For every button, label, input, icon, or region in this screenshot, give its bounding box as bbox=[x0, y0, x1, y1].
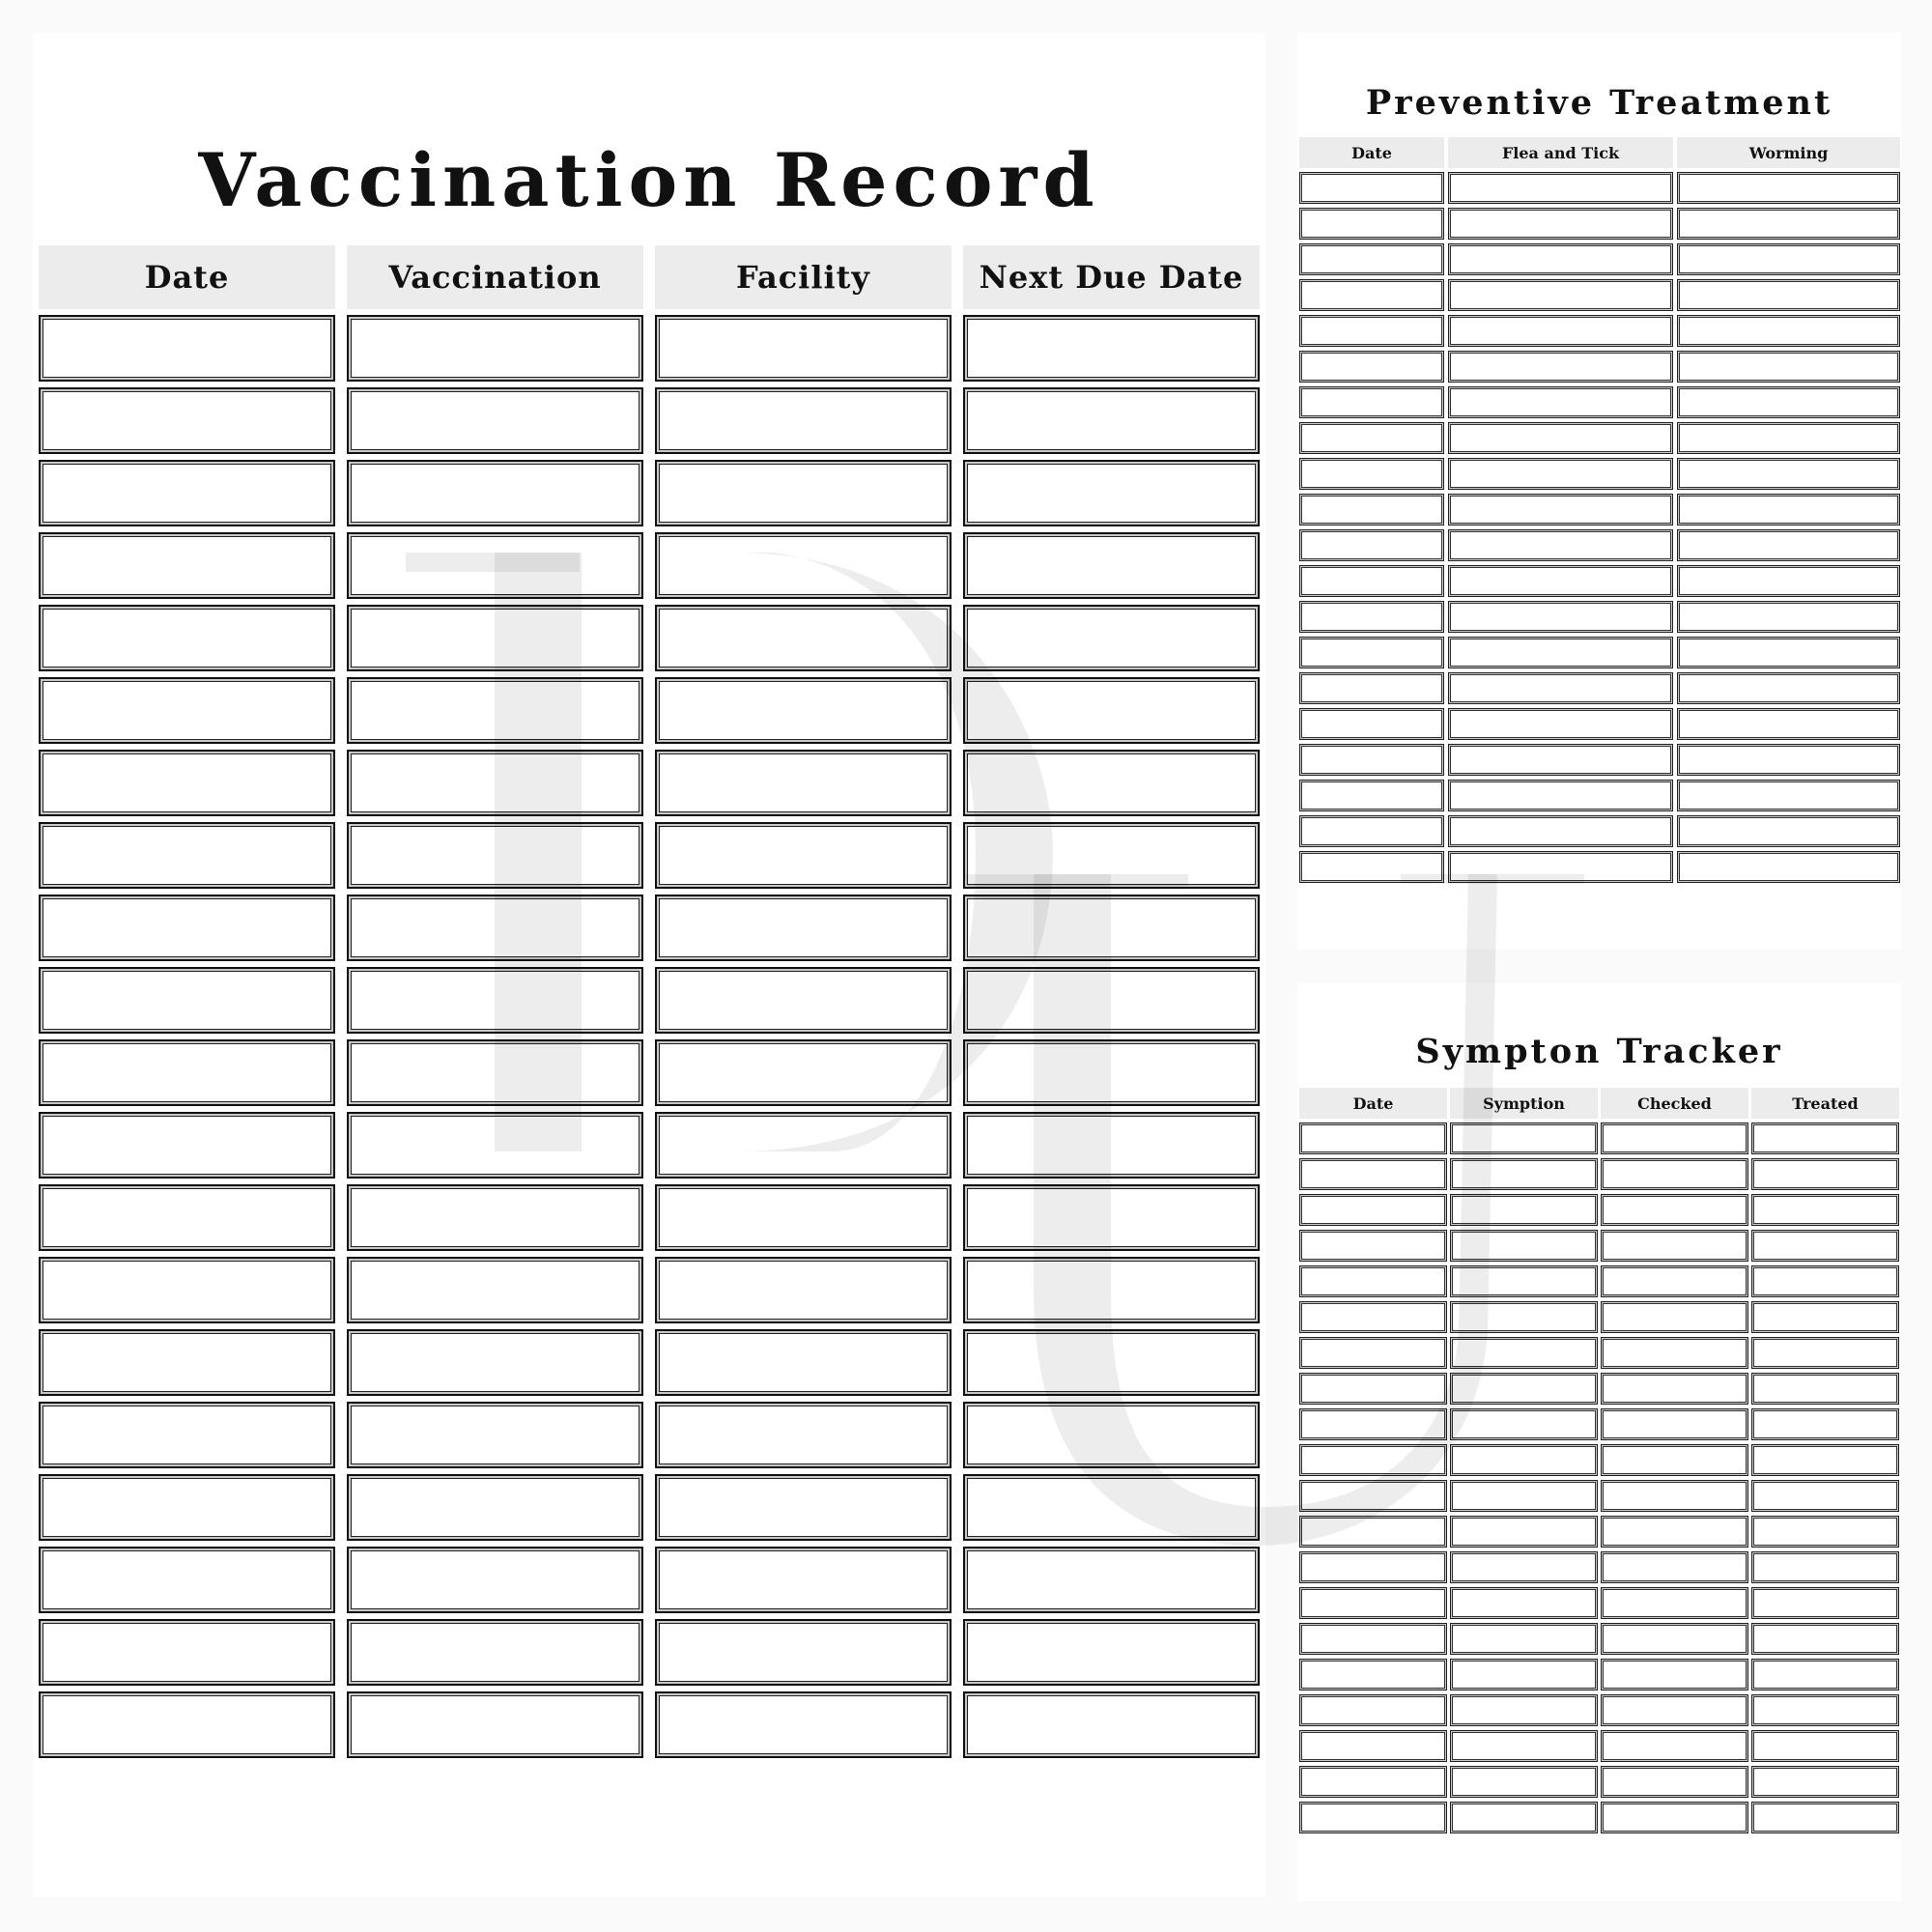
worming-entry-field[interactable] bbox=[1677, 422, 1900, 454]
symption-entry-field[interactable] bbox=[1450, 1122, 1598, 1154]
worming-entry-field[interactable] bbox=[1677, 279, 1900, 311]
worming-entry-field[interactable] bbox=[1677, 529, 1900, 561]
column-header-facility: Facility bbox=[655, 245, 952, 309]
treated-entry-field[interactable] bbox=[1751, 1587, 1899, 1619]
symption-entry-field[interactable] bbox=[1450, 1766, 1598, 1798]
checked-entry-field[interactable] bbox=[1601, 1408, 1748, 1440]
date-entry-field[interactable] bbox=[39, 1474, 335, 1541]
symptom-tracker-title: Sympton Tracker bbox=[1415, 1032, 1783, 1071]
column-header-flea-and-tick: Flea and Tick bbox=[1448, 137, 1673, 168]
column-header-vaccination: Vaccination bbox=[347, 245, 643, 309]
vaccination-entry-field[interactable] bbox=[347, 1547, 643, 1613]
next-due-date-entry-field[interactable] bbox=[963, 1257, 1260, 1323]
date-entry-field[interactable] bbox=[39, 387, 335, 454]
symption-entry-field[interactable] bbox=[1450, 1551, 1598, 1583]
flea-and-tick-entry-field[interactable] bbox=[1448, 458, 1673, 490]
date-entry-field[interactable] bbox=[39, 532, 335, 599]
symptom-tracker-page bbox=[1297, 983, 1901, 1901]
next-due-date-entry-field[interactable] bbox=[963, 532, 1260, 599]
facility-entry-field[interactable] bbox=[655, 1547, 952, 1613]
symption-entry-field[interactable] bbox=[1450, 1301, 1598, 1333]
date-entry-field[interactable] bbox=[39, 750, 335, 816]
vaccination-entry-field[interactable] bbox=[347, 605, 643, 671]
date-entry-field[interactable] bbox=[39, 1039, 335, 1106]
facility-entry-field[interactable] bbox=[655, 1184, 952, 1251]
worming-entry-field[interactable] bbox=[1677, 243, 1900, 275]
treated-entry-field[interactable] bbox=[1751, 1516, 1899, 1548]
date-entry-field[interactable] bbox=[1299, 1623, 1447, 1655]
date-entry-field[interactable] bbox=[1299, 1766, 1447, 1798]
worming-entry-field[interactable] bbox=[1677, 208, 1900, 240]
facility-entry-field[interactable] bbox=[655, 895, 952, 961]
next-due-date-entry-field[interactable] bbox=[963, 460, 1260, 526]
vaccination-entry-field[interactable] bbox=[347, 895, 643, 961]
symption-entry-field[interactable] bbox=[1450, 1373, 1598, 1405]
facility-entry-field[interactable] bbox=[655, 967, 952, 1034]
column-header-date: Date bbox=[1299, 137, 1444, 168]
column-header-date: Date bbox=[39, 245, 335, 309]
date-entry-field[interactable] bbox=[1299, 1444, 1447, 1476]
preventive-treatment-title: Preventive Treatment bbox=[1365, 83, 1833, 123]
date-entry-field[interactable] bbox=[1299, 1337, 1447, 1369]
date-entry-field[interactable] bbox=[1299, 780, 1444, 811]
date-entry-field[interactable] bbox=[1299, 1373, 1447, 1405]
treated-entry-field[interactable] bbox=[1751, 1373, 1899, 1405]
date-entry-field[interactable] bbox=[1299, 172, 1444, 204]
symptom-tracker-table bbox=[1299, 1088, 1900, 1833]
flea-and-tick-entry-field[interactable] bbox=[1448, 672, 1673, 704]
next-due-date-entry-field[interactable] bbox=[963, 1474, 1260, 1541]
date-entry-field[interactable] bbox=[1299, 243, 1444, 275]
flea-and-tick-entry-field[interactable] bbox=[1448, 601, 1673, 633]
date-entry-field[interactable] bbox=[1299, 422, 1444, 454]
worming-entry-field[interactable] bbox=[1677, 565, 1900, 597]
date-entry-field[interactable] bbox=[1299, 744, 1444, 776]
flea-and-tick-entry-field[interactable] bbox=[1448, 780, 1673, 811]
worming-entry-field[interactable] bbox=[1677, 494, 1900, 526]
worming-entry-field[interactable] bbox=[1677, 708, 1900, 740]
flea-and-tick-entry-field[interactable] bbox=[1448, 172, 1673, 204]
flea-and-tick-entry-field[interactable] bbox=[1448, 708, 1673, 740]
treated-entry-field[interactable] bbox=[1751, 1730, 1899, 1762]
facility-entry-field[interactable] bbox=[655, 1402, 952, 1468]
date-entry-field[interactable] bbox=[39, 822, 335, 889]
date-entry-field[interactable] bbox=[1299, 458, 1444, 490]
flea-and-tick-entry-field[interactable] bbox=[1448, 243, 1673, 275]
facility-entry-field[interactable] bbox=[655, 387, 952, 454]
checked-entry-field[interactable] bbox=[1601, 1373, 1748, 1405]
date-entry-field[interactable] bbox=[1299, 1802, 1447, 1833]
next-due-date-entry-field[interactable] bbox=[963, 1691, 1260, 1758]
symption-entry-field[interactable] bbox=[1450, 1659, 1598, 1690]
facility-entry-field[interactable] bbox=[655, 1039, 952, 1106]
worming-entry-field[interactable] bbox=[1677, 315, 1900, 347]
worming-entry-field[interactable] bbox=[1677, 637, 1900, 668]
facility-entry-field[interactable] bbox=[655, 1691, 952, 1758]
next-due-date-entry-field[interactable] bbox=[963, 1112, 1260, 1179]
flea-and-tick-entry-field[interactable] bbox=[1448, 565, 1673, 597]
date-entry-field[interactable] bbox=[39, 895, 335, 961]
treated-entry-field[interactable] bbox=[1751, 1301, 1899, 1333]
preventive-treatment-table bbox=[1299, 137, 1900, 883]
facility-entry-field[interactable] bbox=[655, 532, 952, 599]
worming-entry-field[interactable] bbox=[1677, 815, 1900, 847]
facility-entry-field[interactable] bbox=[655, 1112, 952, 1179]
flea-and-tick-entry-field[interactable] bbox=[1448, 315, 1673, 347]
facility-entry-field[interactable] bbox=[655, 605, 952, 671]
symption-entry-field[interactable] bbox=[1450, 1194, 1598, 1226]
symption-entry-field[interactable] bbox=[1450, 1158, 1598, 1190]
date-entry-field[interactable] bbox=[1299, 351, 1444, 383]
date-entry-field[interactable] bbox=[1299, 494, 1444, 526]
treated-entry-field[interactable] bbox=[1751, 1444, 1899, 1476]
vaccination-record-title: Vaccination Record bbox=[198, 137, 1100, 223]
date-entry-field[interactable] bbox=[1299, 565, 1444, 597]
date-entry-field[interactable] bbox=[1299, 708, 1444, 740]
checked-entry-field[interactable] bbox=[1601, 1265, 1748, 1297]
date-entry-field[interactable] bbox=[1299, 1587, 1447, 1619]
date-entry-field[interactable] bbox=[1299, 1516, 1447, 1548]
worming-entry-field[interactable] bbox=[1677, 851, 1900, 883]
flea-and-tick-entry-field[interactable] bbox=[1448, 386, 1673, 418]
date-entry-field[interactable] bbox=[39, 1691, 335, 1758]
flea-and-tick-entry-field[interactable] bbox=[1448, 494, 1673, 526]
worming-entry-field[interactable] bbox=[1677, 386, 1900, 418]
next-due-date-entry-field[interactable] bbox=[963, 895, 1260, 961]
checked-entry-field[interactable] bbox=[1601, 1301, 1748, 1333]
next-due-date-entry-field[interactable] bbox=[963, 1402, 1260, 1468]
checked-entry-field[interactable] bbox=[1601, 1623, 1748, 1655]
next-due-date-entry-field[interactable] bbox=[963, 1619, 1260, 1686]
checked-entry-field[interactable] bbox=[1601, 1158, 1748, 1190]
symption-entry-field[interactable] bbox=[1450, 1623, 1598, 1655]
facility-entry-field[interactable] bbox=[655, 1257, 952, 1323]
checked-entry-field[interactable] bbox=[1601, 1802, 1748, 1833]
flea-and-tick-entry-field[interactable] bbox=[1448, 279, 1673, 311]
date-entry-field[interactable] bbox=[1299, 1158, 1447, 1190]
date-entry-field[interactable] bbox=[1299, 1730, 1447, 1762]
checked-entry-field[interactable] bbox=[1601, 1766, 1748, 1798]
date-entry-field[interactable] bbox=[1299, 1408, 1447, 1440]
checked-entry-field[interactable] bbox=[1601, 1659, 1748, 1690]
next-due-date-entry-field[interactable] bbox=[963, 315, 1260, 382]
worming-entry-field[interactable] bbox=[1677, 458, 1900, 490]
symption-entry-field[interactable] bbox=[1450, 1516, 1598, 1548]
facility-entry-field[interactable] bbox=[655, 315, 952, 382]
date-entry-field[interactable] bbox=[1299, 601, 1444, 633]
flea-and-tick-entry-field[interactable] bbox=[1448, 422, 1673, 454]
facility-entry-field[interactable] bbox=[655, 1474, 952, 1541]
date-entry-field[interactable] bbox=[1299, 1480, 1447, 1512]
symption-entry-field[interactable] bbox=[1450, 1408, 1598, 1440]
checked-entry-field[interactable] bbox=[1601, 1730, 1748, 1762]
vaccination-entry-field[interactable] bbox=[347, 1474, 643, 1541]
date-entry-field[interactable] bbox=[1299, 315, 1444, 347]
vaccination-entry-field[interactable] bbox=[347, 387, 643, 454]
flea-and-tick-entry-field[interactable] bbox=[1448, 351, 1673, 383]
column-header-date: Date bbox=[1299, 1088, 1447, 1119]
date-entry-field[interactable] bbox=[1299, 815, 1444, 847]
vaccination-entry-field[interactable] bbox=[347, 1619, 643, 1686]
date-entry-field[interactable] bbox=[1299, 1230, 1447, 1262]
date-entry-field[interactable] bbox=[39, 967, 335, 1034]
next-due-date-entry-field[interactable] bbox=[963, 677, 1260, 744]
vaccination-record-table bbox=[39, 245, 1260, 1758]
symption-entry-field[interactable] bbox=[1450, 1480, 1598, 1512]
facility-entry-field[interactable] bbox=[655, 677, 952, 744]
checked-entry-field[interactable] bbox=[1601, 1551, 1748, 1583]
date-entry-field[interactable] bbox=[39, 677, 335, 744]
vaccination-entry-field[interactable] bbox=[347, 677, 643, 744]
worming-entry-field[interactable] bbox=[1677, 744, 1900, 776]
flea-and-tick-entry-field[interactable] bbox=[1448, 208, 1673, 240]
symption-entry-field[interactable] bbox=[1450, 1337, 1598, 1369]
date-entry-field[interactable] bbox=[39, 460, 335, 526]
facility-entry-field[interactable] bbox=[655, 822, 952, 889]
next-due-date-entry-field[interactable] bbox=[963, 387, 1260, 454]
date-entry-field[interactable] bbox=[39, 1112, 335, 1179]
next-due-date-entry-field[interactable] bbox=[963, 1547, 1260, 1613]
vaccination-entry-field[interactable] bbox=[347, 1112, 643, 1179]
column-header-worming: Worming bbox=[1677, 137, 1900, 168]
treated-entry-field[interactable] bbox=[1751, 1408, 1899, 1440]
vaccination-entry-field[interactable] bbox=[347, 460, 643, 526]
worming-entry-field[interactable] bbox=[1677, 172, 1900, 204]
vaccination-entry-field[interactable] bbox=[347, 967, 643, 1034]
column-header-symption: Symption bbox=[1450, 1088, 1598, 1119]
checked-entry-field[interactable] bbox=[1601, 1480, 1748, 1512]
treated-entry-field[interactable] bbox=[1751, 1659, 1899, 1690]
date-entry-field[interactable] bbox=[1299, 279, 1444, 311]
checked-entry-field[interactable] bbox=[1601, 1694, 1748, 1726]
date-entry-field[interactable] bbox=[1299, 1551, 1447, 1583]
flea-and-tick-entry-field[interactable] bbox=[1448, 815, 1673, 847]
date-entry-field[interactable] bbox=[39, 315, 335, 382]
vaccination-entry-field[interactable] bbox=[347, 822, 643, 889]
treated-entry-field[interactable] bbox=[1751, 1694, 1899, 1726]
column-header-checked: Checked bbox=[1601, 1088, 1748, 1119]
date-entry-field[interactable] bbox=[1299, 1659, 1447, 1690]
symption-entry-field[interactable] bbox=[1450, 1230, 1598, 1262]
worming-entry-field[interactable] bbox=[1677, 672, 1900, 704]
symption-entry-field[interactable] bbox=[1450, 1587, 1598, 1619]
date-entry-field[interactable] bbox=[1299, 1122, 1447, 1154]
flea-and-tick-entry-field[interactable] bbox=[1448, 851, 1673, 883]
date-entry-field[interactable] bbox=[39, 605, 335, 671]
date-entry-field[interactable] bbox=[39, 1329, 335, 1396]
worming-entry-field[interactable] bbox=[1677, 351, 1900, 383]
date-entry-field[interactable] bbox=[1299, 637, 1444, 668]
symption-entry-field[interactable] bbox=[1450, 1694, 1598, 1726]
next-due-date-entry-field[interactable] bbox=[963, 967, 1260, 1034]
worming-entry-field[interactable] bbox=[1677, 780, 1900, 811]
treated-entry-field[interactable] bbox=[1751, 1766, 1899, 1798]
date-entry-field[interactable] bbox=[1299, 672, 1444, 704]
vaccination-entry-field[interactable] bbox=[347, 750, 643, 816]
date-entry-field[interactable] bbox=[1299, 1694, 1447, 1726]
date-entry-field[interactable] bbox=[1299, 529, 1444, 561]
vaccination-entry-field[interactable] bbox=[347, 532, 643, 599]
next-due-date-entry-field[interactable] bbox=[963, 1184, 1260, 1251]
worming-entry-field[interactable] bbox=[1677, 601, 1900, 633]
column-header-treated: Treated bbox=[1751, 1088, 1899, 1119]
symption-entry-field[interactable] bbox=[1450, 1444, 1598, 1476]
vaccination-entry-field[interactable] bbox=[347, 1691, 643, 1758]
next-due-date-entry-field[interactable] bbox=[963, 1329, 1260, 1396]
column-header-next-due-date: Next Due Date bbox=[963, 245, 1260, 309]
vaccination-entry-field[interactable] bbox=[347, 315, 643, 382]
checked-entry-field[interactable] bbox=[1601, 1194, 1748, 1226]
facility-entry-field[interactable] bbox=[655, 1329, 952, 1396]
next-due-date-entry-field[interactable] bbox=[963, 605, 1260, 671]
checked-entry-field[interactable] bbox=[1601, 1587, 1748, 1619]
treated-entry-field[interactable] bbox=[1751, 1551, 1899, 1583]
vaccination-entry-field[interactable] bbox=[347, 1402, 643, 1468]
treated-entry-field[interactable] bbox=[1751, 1337, 1899, 1369]
treated-entry-field[interactable] bbox=[1751, 1265, 1899, 1297]
date-entry-field[interactable] bbox=[39, 1402, 335, 1468]
preventive-treatment-page bbox=[1297, 33, 1901, 949]
symption-entry-field[interactable] bbox=[1450, 1802, 1598, 1833]
next-due-date-entry-field[interactable] bbox=[963, 750, 1260, 816]
checked-entry-field[interactable] bbox=[1601, 1516, 1748, 1548]
next-due-date-entry-field[interactable] bbox=[963, 1039, 1260, 1106]
date-entry-field[interactable] bbox=[39, 1184, 335, 1251]
next-due-date-entry-field[interactable] bbox=[963, 822, 1260, 889]
treated-entry-field[interactable] bbox=[1751, 1230, 1899, 1262]
date-entry-field[interactable] bbox=[39, 1547, 335, 1613]
treated-entry-field[interactable] bbox=[1751, 1623, 1899, 1655]
flea-and-tick-entry-field[interactable] bbox=[1448, 744, 1673, 776]
checked-entry-field[interactable] bbox=[1601, 1122, 1748, 1154]
checked-entry-field[interactable] bbox=[1601, 1337, 1748, 1369]
treated-entry-field[interactable] bbox=[1751, 1122, 1899, 1154]
treated-entry-field[interactable] bbox=[1751, 1194, 1899, 1226]
vaccination-entry-field[interactable] bbox=[347, 1257, 643, 1323]
vaccination-entry-field[interactable] bbox=[347, 1329, 643, 1396]
date-entry-field[interactable] bbox=[39, 1619, 335, 1686]
date-entry-field[interactable] bbox=[1299, 208, 1444, 240]
flea-and-tick-entry-field[interactable] bbox=[1448, 637, 1673, 668]
vaccination-record-page bbox=[33, 33, 1265, 1897]
symption-entry-field[interactable] bbox=[1450, 1265, 1598, 1297]
treated-entry-field[interactable] bbox=[1751, 1158, 1899, 1190]
date-entry-field[interactable] bbox=[1299, 851, 1444, 883]
checked-entry-field[interactable] bbox=[1601, 1230, 1748, 1262]
facility-entry-field[interactable] bbox=[655, 750, 952, 816]
date-entry-field[interactable] bbox=[1299, 1301, 1447, 1333]
date-entry-field[interactable] bbox=[39, 1257, 335, 1323]
date-entry-field[interactable] bbox=[1299, 1265, 1447, 1297]
treated-entry-field[interactable] bbox=[1751, 1480, 1899, 1512]
checked-entry-field[interactable] bbox=[1601, 1444, 1748, 1476]
flea-and-tick-entry-field[interactable] bbox=[1448, 529, 1673, 561]
date-entry-field[interactable] bbox=[1299, 1194, 1447, 1226]
facility-entry-field[interactable] bbox=[655, 460, 952, 526]
facility-entry-field[interactable] bbox=[655, 1619, 952, 1686]
vaccination-entry-field[interactable] bbox=[347, 1184, 643, 1251]
treated-entry-field[interactable] bbox=[1751, 1802, 1899, 1833]
symption-entry-field[interactable] bbox=[1450, 1730, 1598, 1762]
vaccination-entry-field[interactable] bbox=[347, 1039, 643, 1106]
date-entry-field[interactable] bbox=[1299, 386, 1444, 418]
